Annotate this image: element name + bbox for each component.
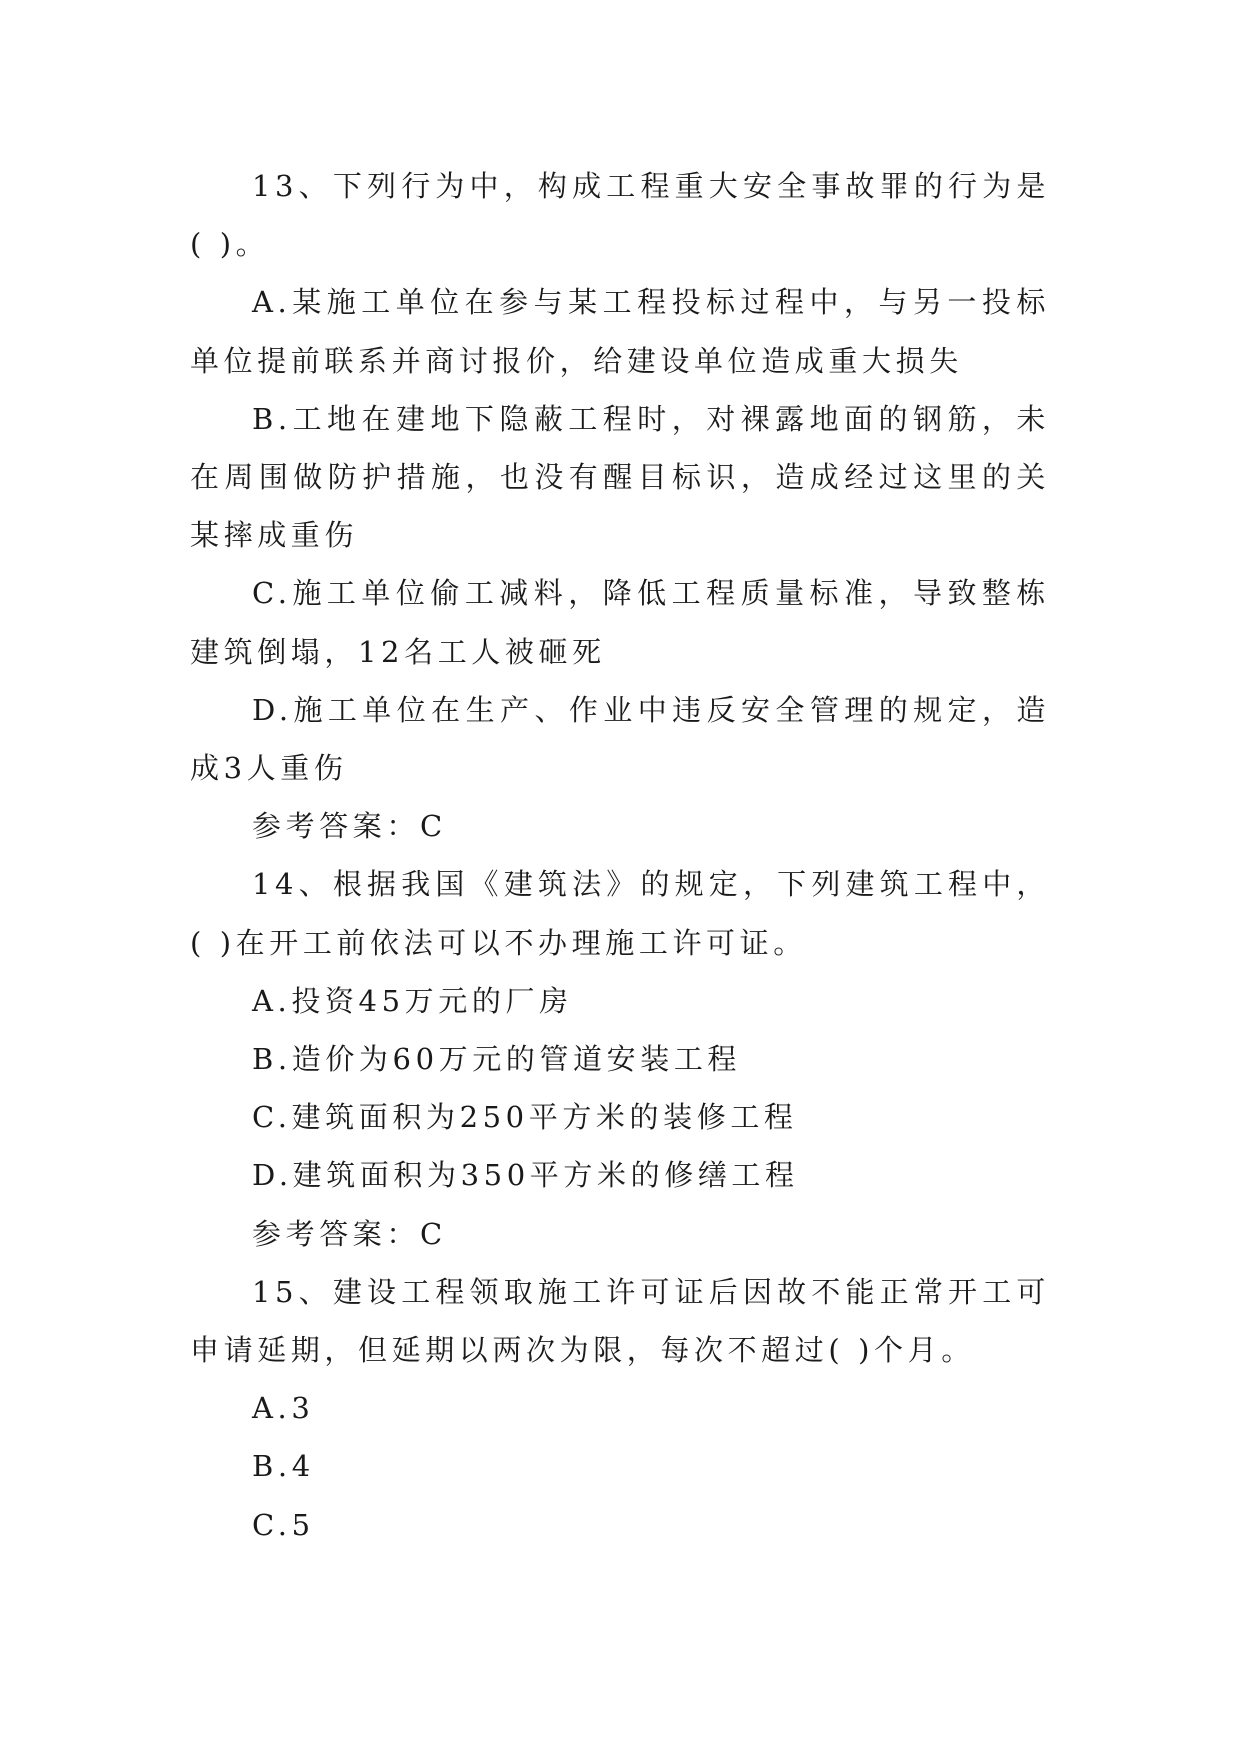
question-14-option-d: D.建筑面积为350平方米的修缮工程 — [252, 1158, 799, 1193]
question-13-option-b: B.工地在建地下隐蔽工程时，对裸露地面的钢筋，未在周围做防护措施，也没有醒目标识，造成经过这里的关某摔成重伤 — [190, 401, 1050, 553]
question-15-stem: 15、建设工程领取施工许可证后因故不能正常开工可申请延期，但延期以两次为限，每次不超过( )个月。 — [190, 1274, 1050, 1368]
question-13-option-c: C.施工单位偷工减料，降低工程质量标准，导致整栋建筑倒塌，12名工人被砸死 — [190, 576, 1050, 669]
question-13-option-a: A.某施工单位在参与某工程投标过程中，与另一投标单位提前联系并商讨报价，给建设单位造成重大损失 — [190, 285, 1050, 378]
question-14-option-a: A.投资45万元的厂房 — [252, 983, 573, 1018]
question-14-option-b: B.造价为60万元的管道安装工程 — [252, 1042, 742, 1077]
question-15-option-b: B.4 — [252, 1449, 315, 1484]
question-14-stem: 14、根据我国《建筑法》的规定，下列建筑工程中，( )在开工前依法可以不办理施工许可证。 — [190, 867, 1050, 960]
question-14-option-c: C.建筑面积为250平方米的装修工程 — [252, 1100, 798, 1135]
question-13-answer: 参考答案：C — [252, 809, 447, 844]
question-15-option-c: C.5 — [252, 1507, 315, 1542]
question-14-answer: 参考答案：C — [252, 1216, 447, 1251]
question-13-stem: 13、下列行为中，构成工程重大安全事故罪的行为是( )。 — [190, 169, 1050, 262]
question-15-option-a: A.3 — [252, 1391, 315, 1426]
document-body — [190, 157, 1050, 1554]
question-13-option-d: D.施工单位在生产、作业中违反安全管理的规定，造成3人重伤 — [190, 692, 1050, 786]
